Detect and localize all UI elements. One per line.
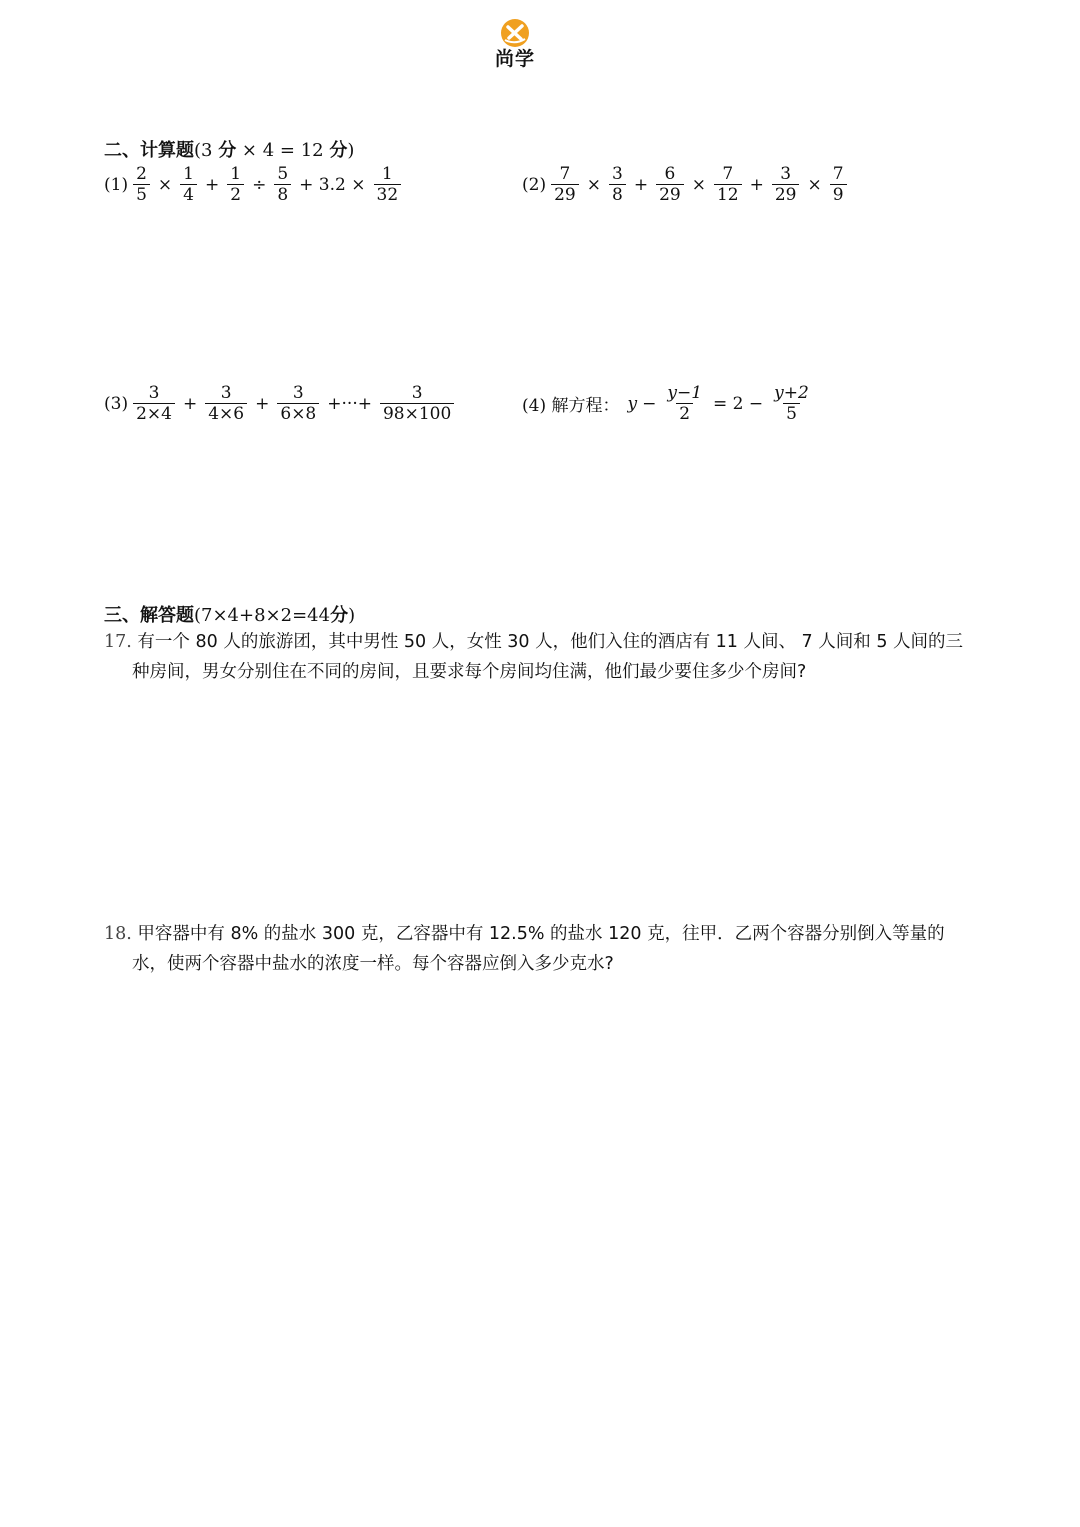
operator: ÷ (252, 174, 267, 195)
denominator: 32 (374, 184, 402, 205)
operator: × (807, 174, 822, 195)
logo-mark-icon (499, 18, 531, 48)
fraction (180, 164, 197, 205)
operator: = 2 − (713, 393, 764, 414)
section3-score-part2: ) (348, 605, 356, 626)
numerator: 3 (292, 383, 304, 403)
question-1 (104, 164, 404, 205)
numerator: 2 (136, 164, 147, 184)
numerator: 7 (832, 164, 844, 184)
numerator: 7 (559, 164, 571, 184)
operator: × (586, 174, 601, 195)
question-3-label: (3) (104, 393, 129, 414)
operator: × (157, 174, 173, 195)
fraction (133, 164, 150, 205)
denominator: 4 (180, 184, 197, 205)
fraction (374, 164, 402, 205)
operator: + (749, 174, 764, 195)
problem-18 (104, 919, 1004, 979)
numerator: 3 (611, 164, 623, 184)
question-2-label: (2) (522, 174, 547, 195)
numerator: 1 (230, 164, 242, 184)
numerator: 3 (411, 383, 423, 403)
problem-17-line2: 种房间，男女分别住在不同的房间，且要求每个房间均住满，他们最少要住多少个房间? (132, 662, 807, 682)
section3-score-unit: 分 (330, 605, 349, 626)
problem-18-line1: 甲容器中有 8% 的盐水 300 克，乙容器中有 12.5% 的盐水 120 克，往甲．乙两个容器分别倒入等量的 (137, 924, 945, 944)
section3-heading (104, 601, 355, 627)
operator: + 3.2 × (299, 174, 366, 195)
operator: + (255, 393, 270, 414)
problem-17-number: 17. (104, 632, 132, 652)
numerator: y−1 (667, 383, 703, 403)
numerator: 3 (148, 383, 160, 403)
numerator: 1 (381, 164, 393, 184)
denominator: 29 (656, 184, 684, 205)
fraction (274, 164, 291, 205)
fraction (380, 383, 454, 424)
denominator: 29 (551, 184, 579, 205)
fraction (551, 164, 579, 205)
section3-title: 三、解答题 (104, 605, 194, 626)
numerator: 5 (277, 164, 289, 184)
denominator: 2 (676, 403, 693, 424)
problem-18-number: 18. (104, 924, 132, 944)
section2-score-part3: ) (347, 140, 355, 161)
denominator: 12 (714, 184, 742, 205)
section2-title: 二、计算题 (104, 140, 194, 161)
operator: + (633, 174, 649, 195)
numerator: 3 (780, 164, 792, 184)
numerator: 7 (722, 164, 734, 184)
problem-17 (104, 627, 1004, 687)
fraction (656, 164, 684, 205)
denominator: 8 (274, 184, 291, 205)
operator: − (642, 393, 657, 414)
section2-score-unit2: 分 (329, 140, 348, 161)
operator: +···+ (327, 393, 372, 414)
section2-heading (104, 136, 354, 162)
variable-y: y (627, 393, 638, 414)
denominator: 29 (772, 184, 800, 205)
numerator: 3 (220, 383, 232, 403)
denominator: 2×4 (133, 403, 175, 424)
fraction (277, 383, 319, 424)
fraction (714, 164, 742, 205)
logo (480, 18, 550, 70)
numerator: y+2 (774, 383, 809, 403)
denominator: 8 (609, 184, 626, 205)
denominator: 98×100 (380, 403, 454, 424)
logo-text: 尚学 (494, 48, 535, 70)
operator: × (691, 174, 706, 195)
fraction (830, 164, 847, 205)
fraction (772, 164, 800, 205)
fraction (133, 383, 175, 424)
denominator: 4×6 (205, 403, 247, 424)
section3-score-part1: (7×4+8×2=44 (194, 605, 331, 626)
denominator: 2 (227, 184, 244, 205)
question-4 (522, 383, 815, 424)
question-3 (104, 383, 457, 424)
denominator: 6×8 (277, 403, 319, 424)
denominator: 5 (133, 184, 150, 205)
denominator: 5 (783, 403, 800, 424)
section2-score-unit1: 分 (218, 140, 237, 161)
fraction (771, 383, 812, 424)
question-2 (522, 164, 850, 205)
numerator: 1 (183, 164, 194, 184)
question-4-label: (4) 解方程： (522, 396, 620, 416)
fraction (609, 164, 626, 205)
question-1-label: (1) (104, 174, 129, 195)
fraction (205, 383, 247, 424)
fraction (664, 383, 705, 424)
operator: + (182, 393, 198, 414)
section2-score-part1: (3 (194, 140, 219, 161)
operator: + (205, 174, 220, 195)
fraction (227, 164, 244, 205)
problem-17-line1: 有一个 80 人的旅游团，其中男性 50 人，女性 30 人，他们入住的酒店有 11 人间、 7 人间和 5 人间的三 (137, 632, 964, 652)
numerator: 6 (664, 164, 676, 184)
problem-18-line2: 水，使两个容器中盐水的浓度一样。每个容器应倒入多少克水? (132, 954, 614, 974)
denominator: 9 (830, 184, 847, 205)
section2-score-part2: × 4 = 12 (236, 140, 330, 161)
